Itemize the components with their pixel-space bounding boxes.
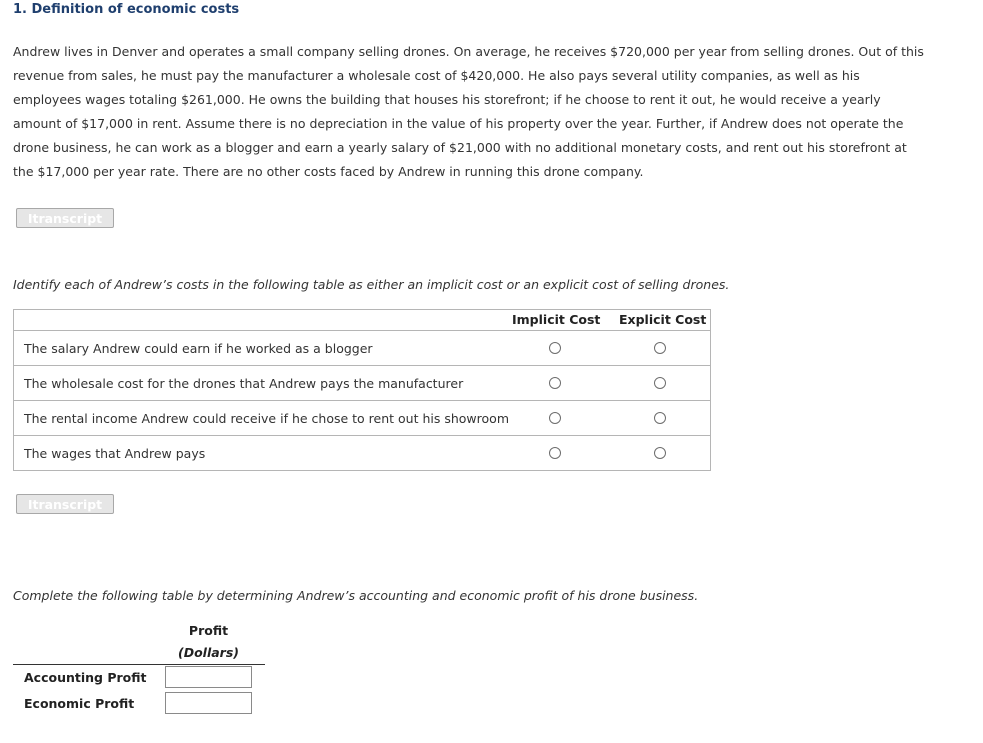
profit-header: Profit [188, 623, 229, 638]
table-row [14, 435, 710, 470]
economic-profit-input[interactable] [165, 692, 252, 714]
table-row [14, 400, 710, 435]
cost-instruction: Identify each of Andrew’s costs in the following table as either an implicit cost or an explicit cost of selling drones. [13, 277, 730, 292]
transcript-button[interactable]: Itranscript [16, 208, 114, 228]
cost-classification-table [13, 309, 711, 471]
profit-table-divider [13, 664, 265, 665]
table-header-row [14, 310, 710, 330]
implicit-cost-radio[interactable] [549, 342, 561, 354]
row-label: The salary Andrew could earn if he worked as a blogger [24, 341, 373, 356]
table-row [14, 330, 710, 365]
question-passage: Andrew lives in Denver and operates a small company selling drones. On average, he receives $720,000 per year from selling drones. Out of this revenue from sales, he must pay the manufacturer a wholesale cost of $420,000. He also pays several utility companies, as well as his employees wages totaling $261,000. He owns the building that houses his storefront; if he choose to rent it out, he would receive a yearly amount of $17,000 in rent. Assume there is no depreciation in the value of his property over the year. Further, if Andrew does not operate the drone business, he can work as a blogger and earn a yearly salary of $21,000 with no additional monetary costs, and rent out his storefront at the $17,000 per year rate. There are no other costs faced by Andrew in running this drone company. [13, 44, 924, 179]
implicit-cost-radio[interactable] [549, 377, 561, 389]
explicit-cost-radio[interactable] [654, 412, 666, 424]
transcript-button[interactable]: Itranscript [16, 494, 114, 514]
accounting-profit-input[interactable] [165, 666, 252, 688]
profit-instruction: Complete the following table by determining Andrew’s accounting and economic profit of his drone business. [13, 588, 699, 603]
question-title: 1. Definition of economic costs [13, 2, 240, 17]
table-row [14, 365, 710, 400]
header-explicit-cost: Explicit Cost [619, 312, 707, 327]
explicit-cost-radio[interactable] [654, 447, 666, 459]
explicit-cost-radio[interactable] [654, 377, 666, 389]
profit-header-units: (Dollars) [178, 645, 239, 660]
explicit-cost-radio[interactable] [654, 342, 666, 354]
implicit-cost-radio[interactable] [549, 447, 561, 459]
header-implicit-cost: Implicit Cost [512, 312, 601, 327]
row-label: The rental income Andrew could receive if he chose to rent out his showroom [24, 411, 509, 426]
economic-profit-label: Economic Profit [24, 696, 135, 711]
implicit-cost-radio[interactable] [549, 412, 561, 424]
row-label: The wholesale cost for the drones that Andrew pays the manufacturer [24, 376, 464, 391]
accounting-profit-label: Accounting Profit [24, 670, 147, 685]
row-label: The wages that Andrew pays [24, 446, 206, 461]
